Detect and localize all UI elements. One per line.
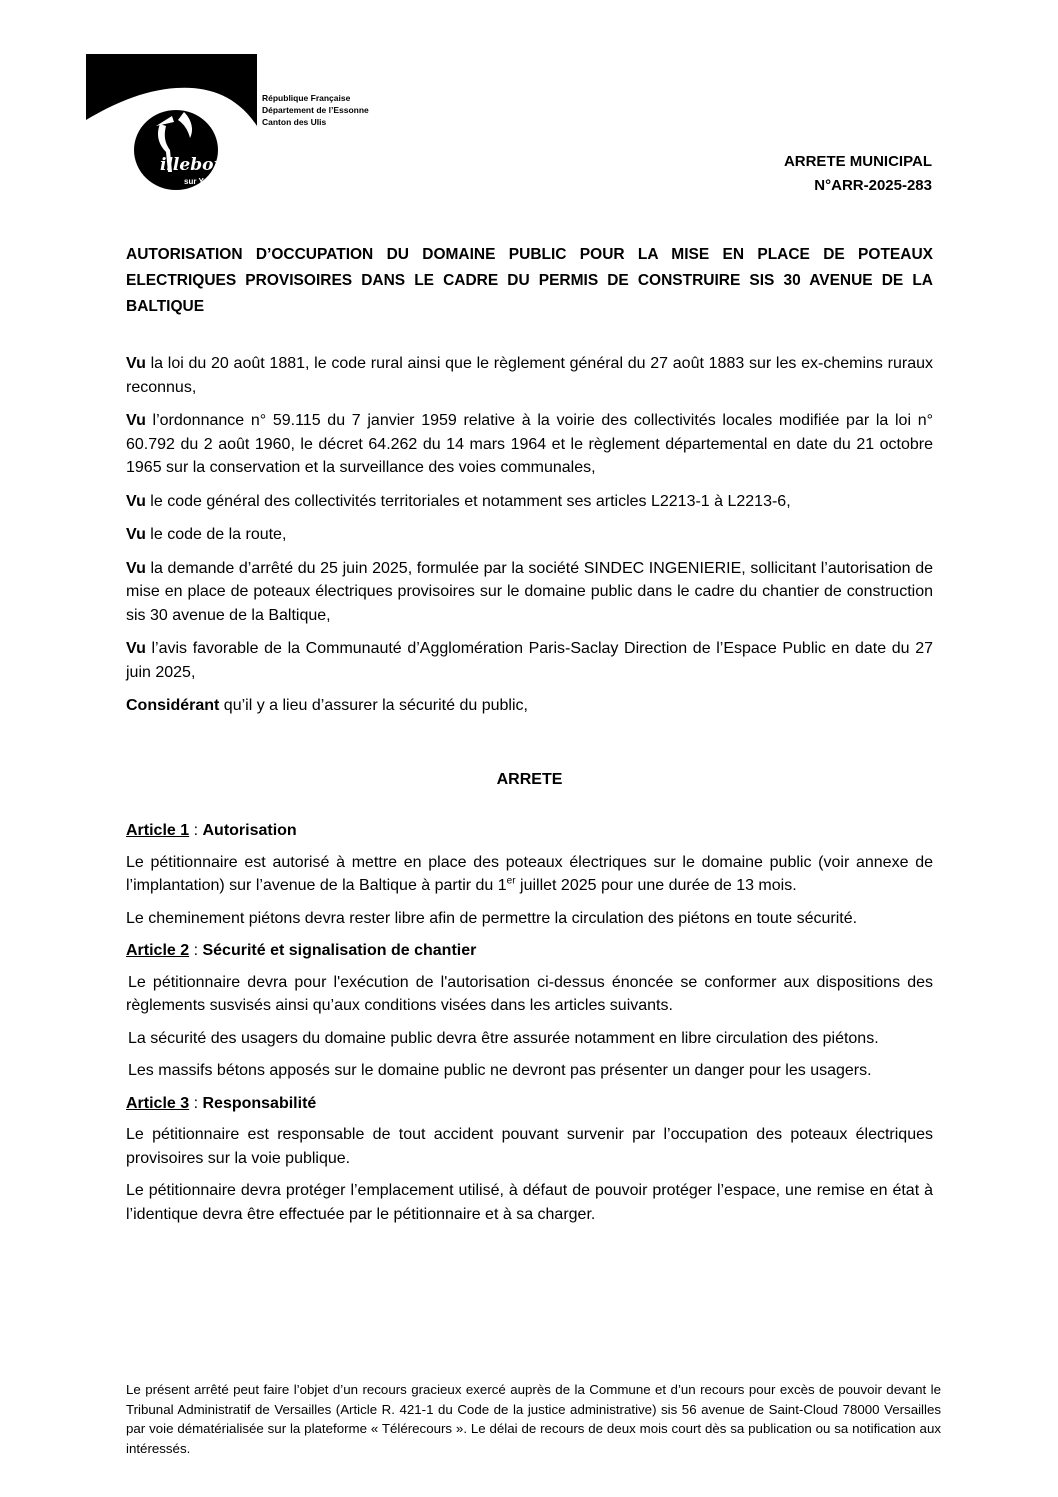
visa-text: la loi du 20 août 1881, le code rural ainsi que le règlement général du 27 août 1883 sur les ex-chemins ruraux reconnus, <box>126 355 933 396</box>
arrete-type: ARRETE MUNICIPAL <box>783 153 932 170</box>
visa-lead: Vu <box>126 355 146 372</box>
visa-lead: Vu <box>126 640 146 657</box>
considerant-item <box>126 694 933 718</box>
article-3 <box>126 1092 933 1227</box>
visa-lead: Vu <box>126 559 146 577</box>
article-3-heading <box>126 1092 933 1116</box>
visa-text: l’avis favorable de la Communauté d’Agglomération Paris-Saclay Direction de l’Espace Public en date du 27 juin 2025, <box>126 640 933 681</box>
visa-item <box>126 557 933 628</box>
villebon-logo <box>86 54 257 194</box>
article-3-paragraph-2: Le pétitionnaire devra protéger l’emplacement utilisé, à défaut de pouvoir protéger l’espace, une remise en état à l’identique devra être effectuée par le pétitionnaire et à sa charger. <box>126 1182 933 1223</box>
visa-lead: Vu <box>126 412 146 429</box>
visa-lead: Vu <box>126 492 146 510</box>
considerant-text: qu’il y a lieu d’assurer la sécurité du public, <box>219 697 528 714</box>
article-3-title: Responsabilité <box>202 1094 317 1112</box>
article-2-paragraph-3: Les massifs bétons apposés sur le domaine public ne devront pas présenter un danger pour les usagers. <box>128 1062 872 1079</box>
visa-item <box>126 352 933 399</box>
visa-item <box>126 637 933 684</box>
article-1-superscript: er <box>506 875 516 887</box>
visa-text: le code général des collectivités territoriales et notamment ses articles L2213-1 à L2213-6, <box>145 492 791 510</box>
legal-recourse-notice: Le présent arrêté peut faire l’objet d’un recours gracieux exercé auprès de la Commune et d’un recours pour excès de pouvoir devant le Tribunal Administratif de Versailles (Article R. 421-1 du Code de la justice administrative) sis 56 avenue de Saint-Cloud 78000 Versailles par voie dématérialisée sur la plateforme « Télérecours ». Le délai de recours de deux mois court dès sa publication ou sa notification aux intéressés. <box>126 1382 941 1456</box>
article-2-paragraph-2: La sécurité des usagers du domaine public devra être assurée notamment en libre circulation des piétons. <box>128 1029 879 1047</box>
considerant-lead: Considérant <box>126 697 220 714</box>
visas-list <box>126 352 933 718</box>
arrete-number: N°ARR-2025-283 <box>814 177 932 194</box>
arrete-reference <box>784 150 932 198</box>
visa-item <box>126 490 933 514</box>
article-2-title: Sécurité et signalisation de chantier <box>202 942 477 959</box>
article-3-paragraph-1: Le pétitionnaire est responsable de tout accident pouvant survenir par l’occupation des poteaux électriques provisoires sur la voie publique. <box>126 1126 933 1167</box>
logo-graphic <box>86 54 257 194</box>
article-1-paragraph-2: Le cheminement piétons devra rester libre afin de permettre la circulation des piétons en toute sécurité. <box>126 909 858 927</box>
article-1-title: Autorisation <box>202 822 297 839</box>
visa-text: l’ordonnance n° 59.115 du 7 janvier 1959 relative à la voirie des collectivités locales modifiée par la loi n° 60.792 du 2 août 1960, le décret 64.262 du 14 mars 1964 et le règlement départemental en date du 21 octobre 1965 sur la conservation et la surveillance des voies communales, <box>126 412 933 476</box>
article-3-number: Article 3 <box>126 1094 190 1112</box>
logo-text-sub: sur Yvette <box>184 177 223 186</box>
article-3-separator: : <box>189 1094 203 1112</box>
header-departement: Département de l’Essonne <box>262 105 369 115</box>
article-2 <box>126 939 933 1083</box>
visa-item <box>126 409 933 480</box>
header-info <box>262 92 369 128</box>
visa-text: la demande d’arrêté du 25 juin 2025, formulée par la société SINDEC INGENIERIE, sollicitant l’autorisation de mise en place de poteaux électriques provisoires sur le domaine public dans le cadre du chantier de construction sis 30 avenue de la Baltique, <box>126 559 933 624</box>
article-2-number: Article 2 <box>126 942 190 959</box>
article-1-text-a: Le pétitionnaire est autorisé à mettre en place des poteaux électriques sur le domaine public (voir annexe de l’implantation) sur l’avenue de la Baltique à partir du 1 <box>126 853 933 894</box>
visa-text: le code de la route, <box>145 526 287 543</box>
logo-text-main: illebon <box>160 155 226 175</box>
arrete-heading: ARRETE <box>496 770 563 788</box>
article-2-heading <box>126 939 933 963</box>
header-canton: Canton des Ulis <box>262 117 327 127</box>
header-republique: République Française <box>262 93 351 103</box>
article-2-paragraph-1: Le pétitionnaire devra pour l'exécution de l'autorisation ci-dessus énoncée se conformer aux dispositions des règlements susvisés ainsi qu’aux conditions visées dans les articles suivants. <box>126 973 933 1014</box>
article-1-heading <box>126 819 933 843</box>
document-body <box>126 242 933 1235</box>
visa-item <box>126 523 933 547</box>
article-1-paragraph <box>126 851 933 898</box>
article-1-text-b: juillet 2025 pour une durée de 13 mois. <box>515 877 797 894</box>
article-1-separator: : <box>189 822 203 839</box>
article-2-separator: : <box>189 942 203 959</box>
visa-lead: Vu <box>126 526 146 543</box>
article-1 <box>126 819 933 930</box>
article-1-number: Article 1 <box>126 822 190 839</box>
document-title: AUTORISATION D’OCCUPATION DU DOMAINE PUBLIC POUR LA MISE EN PLACE DE POTEAUX ELECTRIQUES PROVISOIRES DANS LE CADRE DU PERMIS DE CONSTRUIRE SIS 30 AVENUE DE LA BALTIQUE <box>126 246 933 315</box>
